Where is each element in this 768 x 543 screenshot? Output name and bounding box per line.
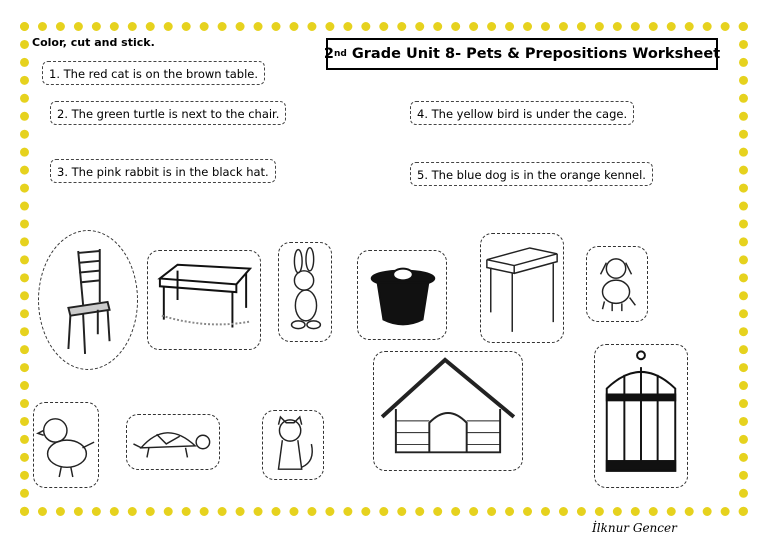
instruction-text: Color, cut and stick. bbox=[32, 36, 155, 49]
chair-picture[interactable] bbox=[38, 230, 138, 370]
sentence-4: 4. The yellow bird is under the cage. bbox=[410, 101, 634, 125]
sentence-5: 5. The blue dog is in the orange kennel. bbox=[410, 162, 653, 186]
kennel-picture[interactable] bbox=[373, 351, 523, 471]
sentence-1: 1. The red cat is on the brown table. bbox=[42, 61, 265, 85]
sentence-3: 3. The pink rabbit is in the black hat. bbox=[50, 159, 276, 183]
dog-picture[interactable] bbox=[586, 246, 648, 322]
turtle-picture[interactable] bbox=[126, 414, 220, 470]
table-picture[interactable] bbox=[147, 250, 261, 350]
page-title: 2 nd Grade Unit 8- Pets & Prepositions Worksheet bbox=[326, 38, 718, 70]
bird-picture[interactable] bbox=[33, 402, 99, 488]
cage-picture[interactable] bbox=[594, 344, 688, 488]
sentence-2: 2. The green turtle is next to the chair. bbox=[50, 101, 286, 125]
rabbit-picture[interactable] bbox=[278, 242, 332, 342]
cat-picture[interactable] bbox=[262, 410, 324, 480]
hat-picture[interactable] bbox=[357, 250, 447, 340]
desk-picture[interactable] bbox=[480, 233, 564, 343]
author-signature: İlknur Gencer bbox=[592, 521, 677, 535]
